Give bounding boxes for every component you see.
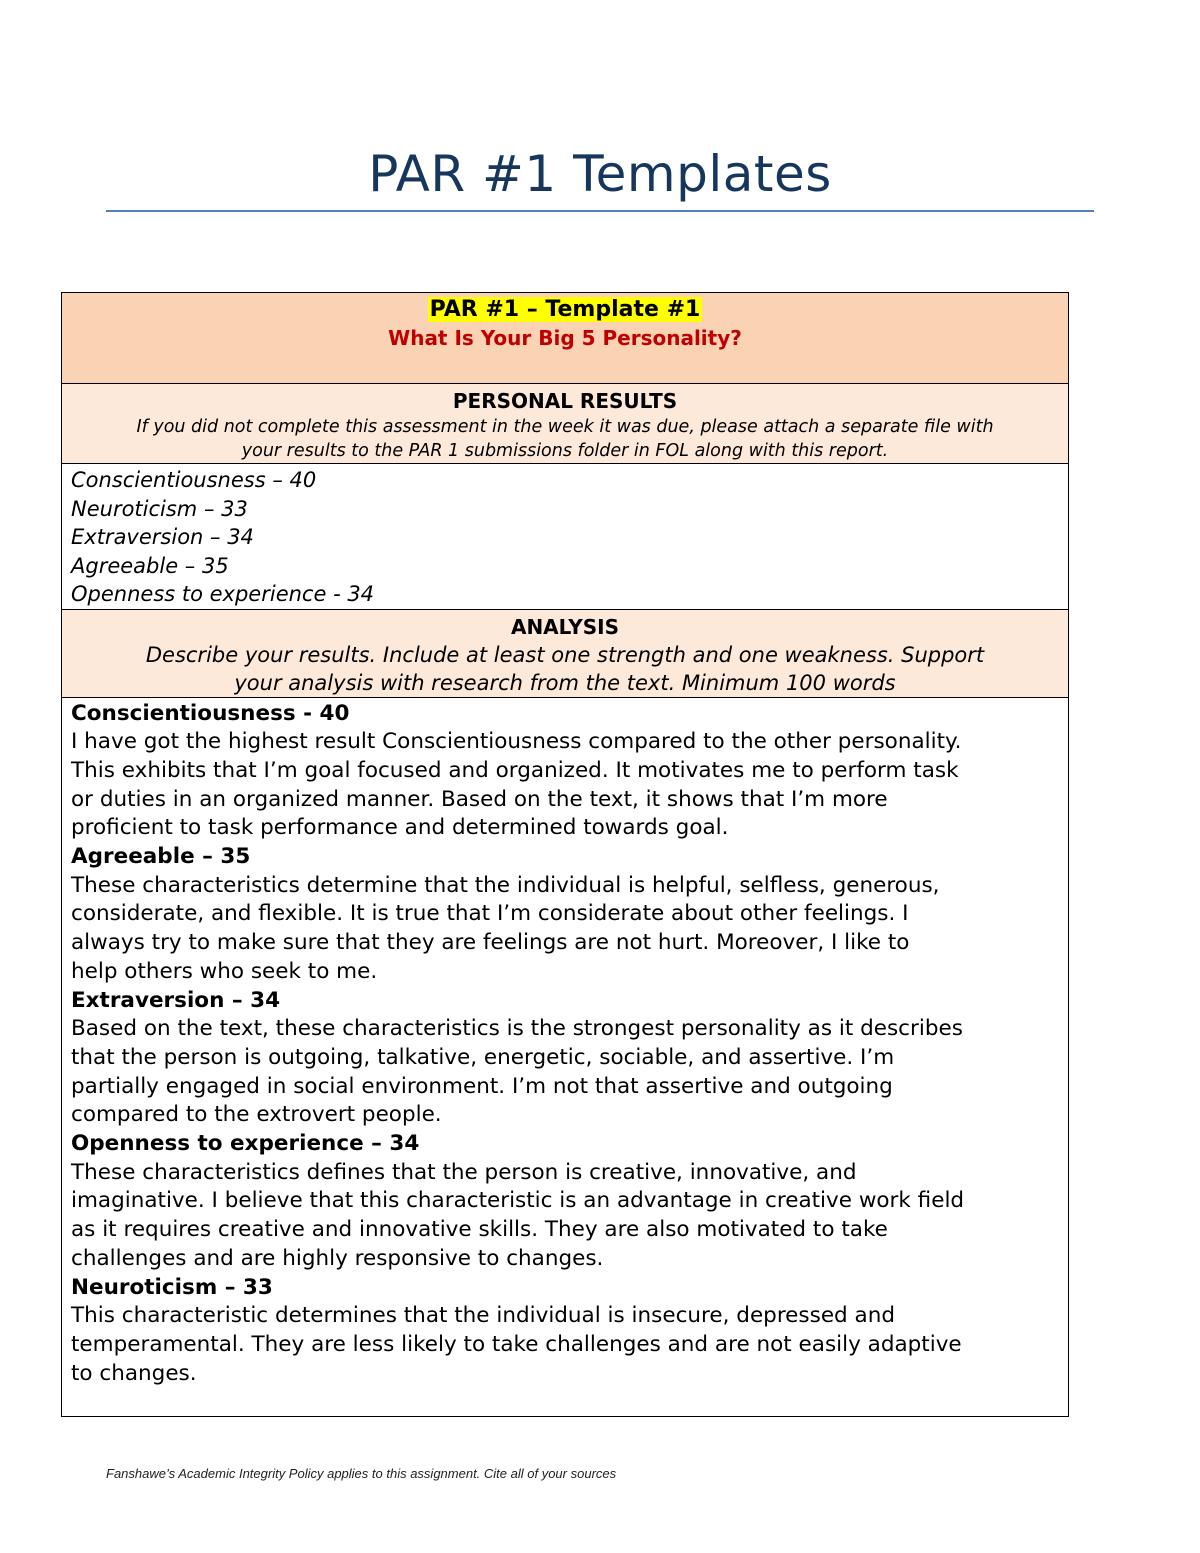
analysis-title: ANALYSIS — [510, 614, 620, 639]
highlighted-heading: PAR #1 – Template #1 — [429, 297, 701, 322]
analysis-section-line: These characteristics determine that the individual is helpful, selfless, generous, — [71, 872, 940, 898]
result-item: Neuroticism – 33 — [71, 496, 248, 521]
analysis-section-line: proficient to task performance and determined towards goal. — [71, 815, 729, 841]
analysis-body-cell — [62, 697, 1069, 1417]
analysis-section-line: as it requires creative and innovative skills. They are also motivated to take — [71, 1217, 888, 1243]
analysis-section-line: challenges and are highly responsive to changes. — [71, 1245, 604, 1271]
analysis-section-heading: Agreeable – 35 — [71, 844, 251, 870]
title-underline — [106, 210, 1094, 212]
footer-note: Fanshawe’s Academic Integrity Policy applies to this assignment. Cite all of your sources — [106, 1466, 617, 1481]
page-title: PAR #1 Templates — [368, 145, 832, 203]
template-heading — [71, 296, 1059, 324]
analysis-section-heading: Openness to experience – 34 — [71, 1131, 420, 1157]
personal-results-header-cell — [62, 384, 1069, 464]
analysis-section-line: I have got the highest result Conscientiousness compared to the other personality. — [71, 729, 962, 755]
analysis-section-line: or duties in an organized manner. Based on the text, it shows that I’m more — [71, 786, 888, 812]
analysis-header-cell — [62, 609, 1069, 697]
analysis-note-line1: Describe your results. Include at least one strength and one weakness. Support — [145, 642, 985, 667]
result-item: Conscientiousness – 40 — [71, 468, 317, 492]
analysis-section-heading: Conscientiousness - 40 — [71, 700, 350, 726]
analysis-section-line: partially engaged in social environment. I’m not that assertive and outgoing — [71, 1073, 893, 1099]
template-subtitle: What Is Your Big 5 Personality? — [388, 326, 742, 350]
analysis-section-line: that the person is outgoing, talkative, energetic, sociable, and assertive. I’m — [71, 1044, 895, 1070]
analysis-section-line: Based on the text, these characteristics is the strongest personality as it describes — [71, 1016, 963, 1042]
analysis-section-line: help others who seek to me. — [71, 958, 378, 984]
analysis-header-row — [62, 609, 1069, 697]
analysis-section-line: compared to the extrovert people. — [71, 1102, 442, 1128]
result-item: Openness to experience - 34 — [71, 582, 375, 606]
result-item: Agreeable – 35 — [71, 553, 229, 578]
analysis-section-line: considerate, and flexible. It is true that I’m considerate about other feelings. I — [71, 901, 909, 927]
template-table — [61, 292, 1069, 1417]
analysis-section-line: These characteristics defines that the person is creative, innovative, and — [71, 1159, 857, 1185]
analysis-section-heading: Neuroticism – 33 — [71, 1274, 273, 1300]
results-cell — [62, 464, 1069, 610]
personal-results-header-row — [62, 384, 1069, 464]
analysis-section-line: This characteristic determines that the individual is insecure, depressed and — [71, 1303, 895, 1329]
analysis-note-line2: your analysis with research from the text. Minimum 100 words — [234, 670, 896, 695]
result-item: Extraversion – 34 — [71, 525, 254, 549]
personal-results-note-line1: If you did not complete this assessment in the week it was due, please attach a separate file with — [136, 417, 994, 437]
header-cell — [62, 293, 1069, 384]
analysis-body-row — [62, 697, 1069, 1417]
personal-results-note-line2: your results to the PAR 1 submissions folder in FOL along with this report. — [241, 441, 889, 461]
header-row — [62, 293, 1069, 384]
results-row — [62, 464, 1069, 610]
analysis-section-line: always try to make sure that they are feelings are not hurt. Moreover, I like to — [71, 930, 910, 956]
analysis-section-heading: Extraversion – 34 — [71, 987, 281, 1013]
analysis-section-line: This exhibits that I’m goal focused and organized. It motivates me to perform task — [71, 757, 959, 783]
analysis-section-line: to changes. — [71, 1360, 197, 1386]
analysis-section-line: temperamental. They are less likely to take challenges and are not easily adaptive — [71, 1331, 962, 1357]
personal-results-title: PERSONAL RESULTS — [452, 389, 678, 413]
analysis-section-line: imaginative. I believe that this characteristic is an advantage in creative work field — [71, 1188, 965, 1214]
